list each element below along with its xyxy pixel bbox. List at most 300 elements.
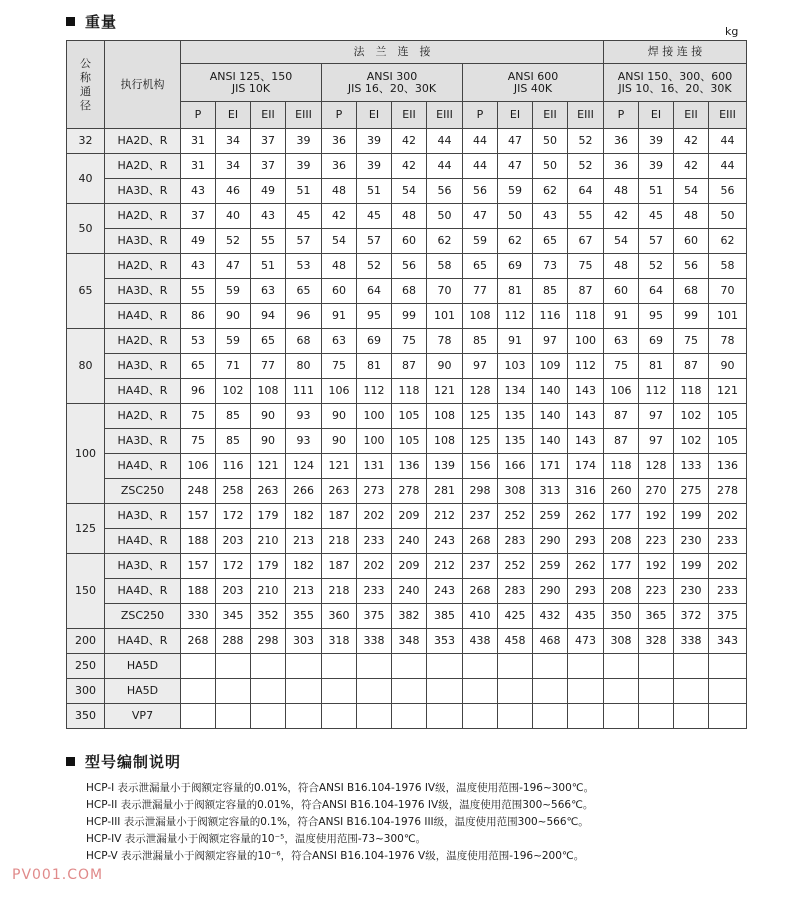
weight-cell: 133: [674, 454, 709, 479]
weight-cell: 136: [392, 454, 427, 479]
weight-cell: 47: [216, 254, 251, 279]
table-row: [67, 279, 747, 304]
table-row: [67, 254, 747, 279]
unit-label: kg: [725, 25, 739, 38]
weight-cell: 57: [286, 229, 322, 254]
weight-cell: 293: [568, 529, 604, 554]
weight-cell: 59: [216, 279, 251, 304]
weight-cell: 372: [674, 604, 709, 629]
weight-table: [66, 40, 747, 729]
weight-cell: 258: [216, 479, 251, 504]
weight-cell: 199: [674, 554, 709, 579]
table-row: [67, 629, 747, 654]
weight-cell: 140: [533, 404, 568, 429]
weight-cell: 60: [674, 229, 709, 254]
weight-cell: [498, 654, 533, 679]
weight-cell: 43: [533, 204, 568, 229]
weight-cell: 243: [427, 529, 463, 554]
weight-cell: 50: [533, 154, 568, 179]
weight-cell: 125: [463, 429, 498, 454]
table-row: [67, 579, 747, 604]
weight-cell: 36: [604, 154, 639, 179]
weight-cell: 49: [251, 179, 286, 204]
weight-cell: 352: [251, 604, 286, 629]
weight-cell: 65: [251, 329, 286, 354]
weight-cell: 90: [216, 304, 251, 329]
note-line: HCP-IV 表示泄漏量小于阀额定容量的10⁻⁵，温度使用范围-73~300℃。: [86, 833, 427, 845]
weight-cell: 48: [392, 204, 427, 229]
weight-cell: 85: [533, 279, 568, 304]
weight-cell: 63: [604, 329, 639, 354]
weight-cell: 75: [604, 354, 639, 379]
weight-cell: 240: [392, 529, 427, 554]
weight-cell: 56: [709, 179, 747, 204]
weight-cell: [463, 679, 498, 704]
weight-cell: 48: [322, 254, 357, 279]
weight-cell: 136: [709, 454, 747, 479]
weight-cell: [322, 704, 357, 729]
table-row: [67, 329, 747, 354]
actuator-cell: HA4D、R: [105, 304, 181, 329]
watermark: PV001.COM: [12, 867, 104, 883]
weight-cell: 435: [568, 604, 604, 629]
header-flange-connection: 法 兰 连 接: [181, 41, 604, 64]
weight-cell: 93: [286, 429, 322, 454]
weight-cell: 290: [533, 579, 568, 604]
weight-cell: 62: [533, 179, 568, 204]
table-row: [67, 704, 747, 729]
weight-cell: 273: [357, 479, 392, 504]
weight-section-title: [66, 11, 117, 32]
weight-cell: 179: [251, 554, 286, 579]
weight-cell: 68: [392, 279, 427, 304]
square-bullet-icon: [66, 17, 75, 26]
table-row: [67, 154, 747, 179]
weight-cell: 56: [392, 254, 427, 279]
note-line: HCP-V 表示泄漏量小于阀额定容量的10⁻⁶，符合ANSI B16.104-1976 V级，温度使用范围-196~200℃。: [86, 850, 585, 862]
subcolumn-header: EI: [216, 102, 251, 129]
subcolumn-header: EI: [498, 102, 533, 129]
weight-cell: 52: [357, 254, 392, 279]
weight-cell: 156: [463, 454, 498, 479]
weight-cell: 218: [322, 529, 357, 554]
subcolumn-header: EIII: [286, 102, 322, 129]
weight-cell: 278: [709, 479, 747, 504]
weight-cell: 135: [498, 404, 533, 429]
weight-cell: 157: [181, 554, 216, 579]
weight-cell: 90: [709, 354, 747, 379]
weight-cell: 75: [322, 354, 357, 379]
table-row: [67, 479, 747, 504]
weight-cell: 259: [533, 504, 568, 529]
weight-cell: [498, 679, 533, 704]
weight-cell: 111: [286, 379, 322, 404]
weight-cell: 62: [498, 229, 533, 254]
weight-cell: [639, 704, 674, 729]
actuator-cell: HA2D、R: [105, 254, 181, 279]
weight-cell: 64: [357, 279, 392, 304]
weight-cell: 188: [181, 529, 216, 554]
weight-cell: 44: [427, 129, 463, 154]
weight-cell: 208: [604, 579, 639, 604]
weight-cell: 51: [286, 179, 322, 204]
weight-cell: 316: [568, 479, 604, 504]
actuator-cell: HA4D、R: [105, 379, 181, 404]
actuator-cell: HA2D、R: [105, 404, 181, 429]
weight-cell: 52: [216, 229, 251, 254]
weight-cell: 87: [604, 404, 639, 429]
table-row: [67, 404, 747, 429]
weight-cell: 48: [322, 179, 357, 204]
weight-cell: 157: [181, 504, 216, 529]
weight-cell: 365: [639, 604, 674, 629]
weight-cell: 290: [533, 529, 568, 554]
weight-cell: 60: [322, 279, 357, 304]
weight-cell: [216, 704, 251, 729]
weight-cell: 37: [251, 129, 286, 154]
subcolumn-header: P: [181, 102, 216, 129]
weight-cell: 343: [709, 629, 747, 654]
weight-cell: 135: [498, 429, 533, 454]
weight-cell: 131: [357, 454, 392, 479]
weight-cell: 318: [322, 629, 357, 654]
nominal-diameter-cell: 80: [67, 329, 105, 404]
weight-cell: [181, 679, 216, 704]
weight-cell: 262: [568, 504, 604, 529]
weight-cell: 40: [216, 204, 251, 229]
nominal-diameter-cell: 300: [67, 679, 105, 704]
weight-cell: 375: [709, 604, 747, 629]
weight-cell: 57: [357, 229, 392, 254]
weight-cell: [533, 679, 568, 704]
weight-cell: 65: [463, 254, 498, 279]
weight-cell: 288: [216, 629, 251, 654]
weight-cell: 438: [463, 629, 498, 654]
weight-cell: 44: [427, 154, 463, 179]
weight-cell: 348: [392, 629, 427, 654]
weight-cell: 275: [674, 479, 709, 504]
weight-cell: 90: [251, 429, 286, 454]
weight-cell: 58: [709, 254, 747, 279]
weight-cell: 42: [674, 129, 709, 154]
table-row: [67, 454, 747, 479]
weight-cell: 77: [251, 354, 286, 379]
weight-cell: 209: [392, 504, 427, 529]
weight-cell: [498, 704, 533, 729]
weight-cell: 262: [568, 554, 604, 579]
weight-cell: 43: [251, 204, 286, 229]
weight-cell: 263: [322, 479, 357, 504]
weight-cell: 212: [427, 504, 463, 529]
table-row: [67, 429, 747, 454]
weight-cell: 67: [568, 229, 604, 254]
model-notes: [86, 780, 594, 865]
weight-cell: [392, 704, 427, 729]
weight-cell: 260: [604, 479, 639, 504]
weight-cell: 233: [357, 529, 392, 554]
weight-cell: 125: [463, 404, 498, 429]
weight-cell: 59: [216, 329, 251, 354]
weight-cell: 44: [709, 154, 747, 179]
weight-cell: 121: [322, 454, 357, 479]
weight-cell: 213: [286, 529, 322, 554]
weight-cell: 87: [604, 429, 639, 454]
weight-cell: 95: [639, 304, 674, 329]
weight-cell: 308: [604, 629, 639, 654]
weight-cell: 103: [498, 354, 533, 379]
weight-cell: 243: [427, 579, 463, 604]
weight-cell: 65: [181, 354, 216, 379]
weight-cell: [427, 654, 463, 679]
weight-cell: 106: [181, 454, 216, 479]
actuator-cell: HA3D、R: [105, 179, 181, 204]
weight-cell: 58: [427, 254, 463, 279]
actuator-cell: HA2D、R: [105, 129, 181, 154]
weight-cell: [709, 704, 747, 729]
weight-cell: [392, 654, 427, 679]
weight-cell: 134: [498, 379, 533, 404]
weight-cell: 240: [392, 579, 427, 604]
weight-cell: 140: [533, 379, 568, 404]
subcolumn-header: EII: [533, 102, 568, 129]
weight-cell: 47: [498, 129, 533, 154]
weight-cell: 192: [639, 504, 674, 529]
weight-cell: 47: [498, 154, 533, 179]
subcolumn-header: EIII: [427, 102, 463, 129]
weight-cell: 128: [463, 379, 498, 404]
weight-cell: 39: [639, 129, 674, 154]
weight-cell: 78: [709, 329, 747, 354]
weight-cell: [568, 679, 604, 704]
weight-cell: 94: [251, 304, 286, 329]
weight-cell: 97: [533, 329, 568, 354]
weight-cell: 36: [322, 154, 357, 179]
weight-cell: 97: [463, 354, 498, 379]
weight-cell: 51: [357, 179, 392, 204]
weight-cell: 432: [533, 604, 568, 629]
weight-cell: 139: [427, 454, 463, 479]
weight-cell: 172: [216, 554, 251, 579]
weight-cell: 233: [357, 579, 392, 604]
weight-cell: [322, 679, 357, 704]
weight-cell: 68: [674, 279, 709, 304]
weight-cell: [251, 704, 286, 729]
weight-cell: 143: [568, 379, 604, 404]
actuator-cell: ZSC250: [105, 479, 181, 504]
weight-cell: 230: [674, 529, 709, 554]
weight-cell: 112: [357, 379, 392, 404]
weight-cell: 270: [639, 479, 674, 504]
weight-cell: 44: [463, 154, 498, 179]
weight-cell: 124: [286, 454, 322, 479]
weight-cell: 192: [639, 554, 674, 579]
weight-cell: [357, 679, 392, 704]
weight-cell: 80: [286, 354, 322, 379]
weight-cell: 81: [639, 354, 674, 379]
subcolumn-header: EIII: [568, 102, 604, 129]
weight-cell: 54: [674, 179, 709, 204]
weight-cell: 44: [463, 129, 498, 154]
weight-cell: 140: [533, 429, 568, 454]
weight-cell: 283: [498, 529, 533, 554]
weight-cell: 210: [251, 529, 286, 554]
weight-cell: 237: [463, 554, 498, 579]
nominal-diameter-cell: 32: [67, 129, 105, 154]
weight-cell: [181, 654, 216, 679]
weight-cell: [604, 654, 639, 679]
model-section-title: [66, 751, 181, 772]
weight-cell: 212: [427, 554, 463, 579]
table-row: [67, 229, 747, 254]
weight-cell: 128: [639, 454, 674, 479]
weight-cell: 278: [392, 479, 427, 504]
weight-cell: [251, 654, 286, 679]
actuator-cell: HA2D、R: [105, 154, 181, 179]
weight-cell: 202: [709, 554, 747, 579]
weight-cell: 209: [392, 554, 427, 579]
weight-cell: 293: [568, 579, 604, 604]
weight-cell: 105: [392, 429, 427, 454]
weight-cell: 121: [251, 454, 286, 479]
weight-cell: 59: [463, 229, 498, 254]
actuator-cell: HA5D: [105, 654, 181, 679]
weight-cell: 248: [181, 479, 216, 504]
weight-cell: 116: [216, 454, 251, 479]
weight-cell: 230: [674, 579, 709, 604]
weight-cell: 143: [568, 429, 604, 454]
weight-cell: [533, 654, 568, 679]
weight-cell: 425: [498, 604, 533, 629]
weight-cell: 172: [216, 504, 251, 529]
weight-cell: 99: [392, 304, 427, 329]
weight-cell: 90: [251, 404, 286, 429]
weight-cell: 268: [463, 579, 498, 604]
weight-cell: 91: [498, 329, 533, 354]
subcolumn-header: EII: [392, 102, 427, 129]
actuator-cell: VP7: [105, 704, 181, 729]
table-row: [67, 554, 747, 579]
weight-cell: 59: [498, 179, 533, 204]
weight-cell: 121: [427, 379, 463, 404]
weight-cell: 338: [357, 629, 392, 654]
weight-cell: [604, 679, 639, 704]
weight-cell: 102: [216, 379, 251, 404]
weight-cell: 56: [674, 254, 709, 279]
actuator-cell: HA5D: [105, 679, 181, 704]
weight-cell: [251, 679, 286, 704]
weight-cell: 177: [604, 504, 639, 529]
weight-cell: 121: [709, 379, 747, 404]
note-line: HCP-I 表示泄漏量小于阀额定容量的0.01%，符合ANSI B16.104-1976 IV级，温度使用范围-196~300℃。: [86, 782, 595, 794]
weight-cell: 39: [286, 129, 322, 154]
weight-cell: 68: [286, 329, 322, 354]
weight-cell: 64: [568, 179, 604, 204]
weight-cell: 42: [604, 204, 639, 229]
weight-cell: 100: [357, 429, 392, 454]
weight-cell: 281: [427, 479, 463, 504]
table-row: [67, 204, 747, 229]
weight-cell: 355: [286, 604, 322, 629]
weight-cell: 75: [181, 429, 216, 454]
weight-cell: 62: [427, 229, 463, 254]
weight-cell: 75: [392, 329, 427, 354]
weight-cell: 45: [286, 204, 322, 229]
actuator-cell: HA3D、R: [105, 279, 181, 304]
table-row: [67, 129, 747, 154]
weight-cell: 105: [392, 404, 427, 429]
weight-cell: 298: [251, 629, 286, 654]
weight-cell: 105: [709, 404, 747, 429]
weight-cell: 105: [709, 429, 747, 454]
weight-cell: 298: [463, 479, 498, 504]
weight-cell: 48: [604, 254, 639, 279]
weight-cell: 87: [674, 354, 709, 379]
weight-cell: 102: [674, 404, 709, 429]
weight-cell: [322, 654, 357, 679]
weight-cell: [533, 704, 568, 729]
weight-cell: 90: [427, 354, 463, 379]
weight-cell: [427, 679, 463, 704]
weight-cell: 97: [639, 404, 674, 429]
weight-cell: 213: [286, 579, 322, 604]
weight-cell: [639, 654, 674, 679]
weight-cell: 43: [181, 254, 216, 279]
weight-cell: 75: [674, 329, 709, 354]
weight-cell: 108: [427, 404, 463, 429]
subcolumn-header: P: [463, 102, 498, 129]
weight-cell: 458: [498, 629, 533, 654]
note-line: HCP-III 表示泄漏量小于阀额定容量的0.1%，符合ANSI B16.104-1976 III级，温度使用范围300~566℃。: [86, 816, 589, 828]
weight-cell: 266: [286, 479, 322, 504]
weight-cell: 118: [392, 379, 427, 404]
weight-cell: 182: [286, 554, 322, 579]
weight-cell: 345: [216, 604, 251, 629]
weight-cell: 375: [357, 604, 392, 629]
weight-cell: 31: [181, 154, 216, 179]
weight-cell: 252: [498, 504, 533, 529]
weight-cell: 39: [286, 154, 322, 179]
weight-cell: [216, 654, 251, 679]
weight-cell: 75: [568, 254, 604, 279]
table-row: [67, 354, 747, 379]
weight-cell: 106: [604, 379, 639, 404]
weight-cell: 36: [604, 129, 639, 154]
weight-cell: 53: [181, 329, 216, 354]
subcolumn-header: EIII: [709, 102, 747, 129]
weight-cell: 75: [181, 404, 216, 429]
table-row: [67, 679, 747, 704]
weight-cell: 90: [322, 404, 357, 429]
weight-cell: 338: [674, 629, 709, 654]
weight-cell: 56: [427, 179, 463, 204]
weight-cell: [674, 704, 709, 729]
weight-cell: 39: [357, 154, 392, 179]
weight-cell: 179: [251, 504, 286, 529]
weight-cell: 70: [427, 279, 463, 304]
weight-cell: 90: [322, 429, 357, 454]
weight-cell: 63: [251, 279, 286, 304]
actuator-cell: HA3D、R: [105, 229, 181, 254]
weight-cell: 350: [604, 604, 639, 629]
weight-cell: 34: [216, 129, 251, 154]
table-row: [67, 379, 747, 404]
weight-cell: 34: [216, 154, 251, 179]
weight-cell: 31: [181, 129, 216, 154]
weight-cell: [674, 654, 709, 679]
weight-cell: 57: [639, 229, 674, 254]
nominal-diameter-cell: 65: [67, 254, 105, 329]
note-line: HCP-II 表示泄漏量小于阀额定容量的0.01%，符合ANSI B16.104-1976 IV级，温度使用范围300~566℃。: [86, 799, 594, 811]
